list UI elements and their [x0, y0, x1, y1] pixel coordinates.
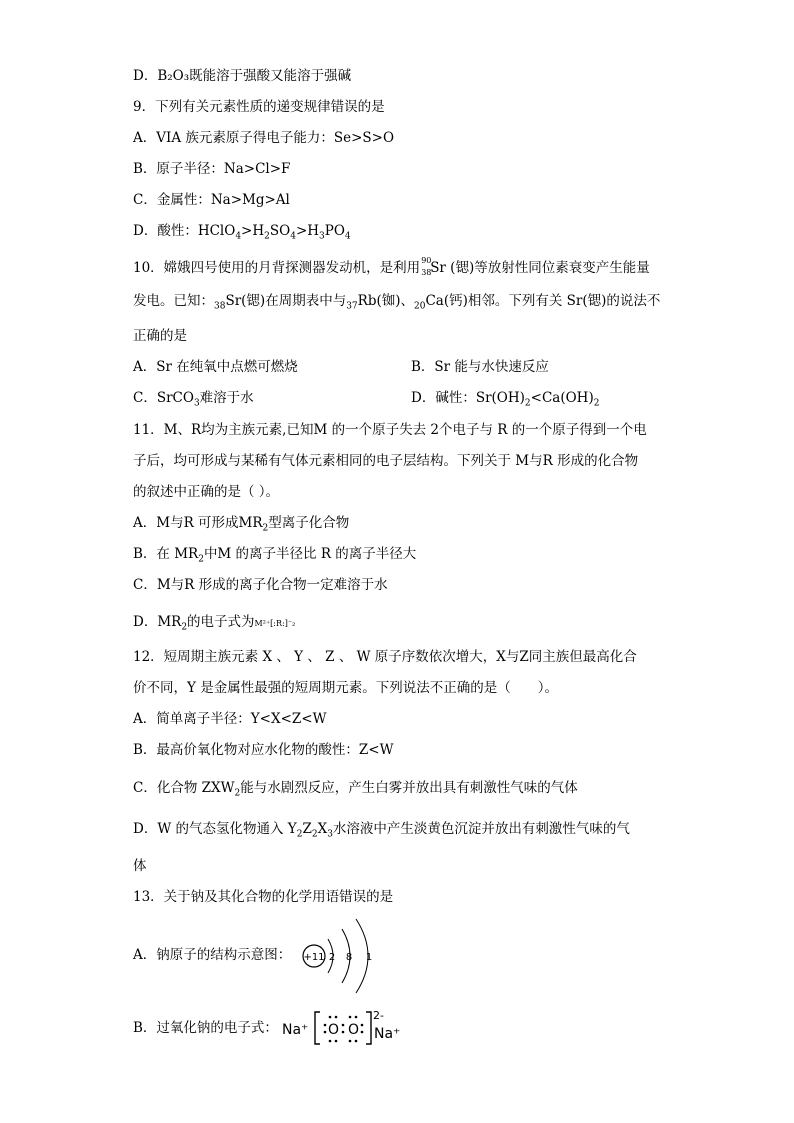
q9-option-a: A．VIA 族元素原子得电子能力：Se>S>O: [133, 130, 395, 146]
q12-option-b: B．最高价氧化物对应水化物的酸性：Z<W: [133, 742, 394, 758]
q13-option-a: A．钠原子的结构示意图：: [133, 947, 292, 963]
q11-option-b: B．在 $MR_2$中M 的离子半径比 R 的离子半径大: [133, 546, 417, 565]
shell-electrons-2: 8: [345, 952, 353, 963]
q11-stem-line1: 11．M、R均为主族元素,已知M 的一个原子失去 2个电子与 R 的一个原子得到一个电: [133, 422, 647, 438]
q12-option-d: D．W 的气态氢化物通入 $Y_2Z_2X_3$水溶液中产生淡黄色沉淀并放出有刺激性气味的气: [133, 821, 630, 840]
oxygen-atom-2: O: [348, 1022, 360, 1038]
q11-option-a: A．M与R 可形成$MR_2$型离子化合物: [133, 515, 350, 534]
q12-stem-line2: 价不同，Y 是金属性最强的短周期元素。下列说法不正确的是（ ）。: [133, 680, 558, 696]
bracket-left: [315, 1012, 320, 1044]
q11-option-d: D．$MR_2$的电子式为M²⁺[:R:]⁻₂: [133, 614, 296, 633]
q10-stem-line2: 发电。已知：$_{38}$Sr(锶)在周期表中与$_{37}$Rb(铷)、$_{20}$Ca(钙)相邻。下列有关 Sr(锶)的说法不: [133, 293, 661, 312]
q10-option-c: C．SrCO$_3$难溶于水: [133, 390, 254, 409]
bracket-right: [366, 1012, 371, 1044]
q11-stem-line2: 子后，均可形成与某稀有气体元素相同的电子层结构。下列关于 M与R 形成的化合物: [133, 453, 639, 469]
q11-option-c: C．M与R 形成的离子化合物一定难溶于水: [133, 577, 388, 593]
q8-option-d: D．B₂O₃既能溶于强酸又能溶于强碱: [133, 68, 352, 84]
sodium-peroxide-electron-formula: [282, 1006, 418, 1050]
q10-stem-line1: 10．嫦娥四号使用的月背探测器发动机，是利用 90 38 Sr (锶)等放射性同位素衰变产生能量: [133, 256, 650, 277]
q10-stem-line3: 正确的是: [133, 328, 187, 344]
q9-option-d: D．酸性：$HClO_4>H_2SO_4>H_3PO_4$: [133, 223, 351, 242]
isotope-notation: 90 38: [421, 256, 432, 277]
q9-stem: 9．下列有关元素性质的递变规律错误的是: [133, 99, 385, 115]
oxygen-atom-1: O: [328, 1022, 340, 1038]
q12-option-c: C．化合物 $ZXW_2$能与水剧烈反应，产生白雾并放出具有刺激性气味的气体: [133, 780, 578, 799]
q13-option-b: B．过氧化钠的电子式：: [133, 1020, 278, 1036]
sodium-ion-right: Na⁺: [374, 1026, 401, 1042]
sodium-ion-left: Na⁺: [282, 1022, 309, 1038]
q12-option-a: A．简单离子半径：Y<X<Z<W: [133, 711, 327, 727]
q9-option-b: B．原子半径：Na>Cl>F: [133, 161, 291, 177]
q12-stem-line1: 12．短周期主族元素 X 、 Y 、 Z 、 W 原子序数依次增大，X与Z同主族但最高化合: [133, 649, 637, 665]
sodium-atom-structure-diagram: [298, 917, 384, 995]
q10-option-a: A．Sr 在纯氧中点燃可燃烧: [133, 359, 298, 375]
charge-label: 2-: [373, 1009, 384, 1022]
shell-electrons-3: 1: [365, 952, 373, 963]
q9-option-c: C．金属性：Na>Mg>Al: [133, 192, 290, 208]
q10-option-d: D．碱性：$Sr(OH)_2<Ca(OH)_2$: [411, 390, 600, 409]
q13-stem: 13．关于钠及其化合物的化学用语错误的是: [133, 889, 394, 905]
electron-formula-image: M²⁺[:R:]⁻₂: [254, 619, 296, 628]
nucleus-charge: +11: [303, 952, 325, 963]
q12-option-d-line2: 体: [133, 858, 147, 874]
q11-stem-line3: 的叙述中正确的是（ ）。: [133, 484, 280, 500]
q10-option-b: B．Sr 能与水快速反应: [411, 359, 549, 375]
shell-electrons-1: 2: [328, 952, 336, 963]
